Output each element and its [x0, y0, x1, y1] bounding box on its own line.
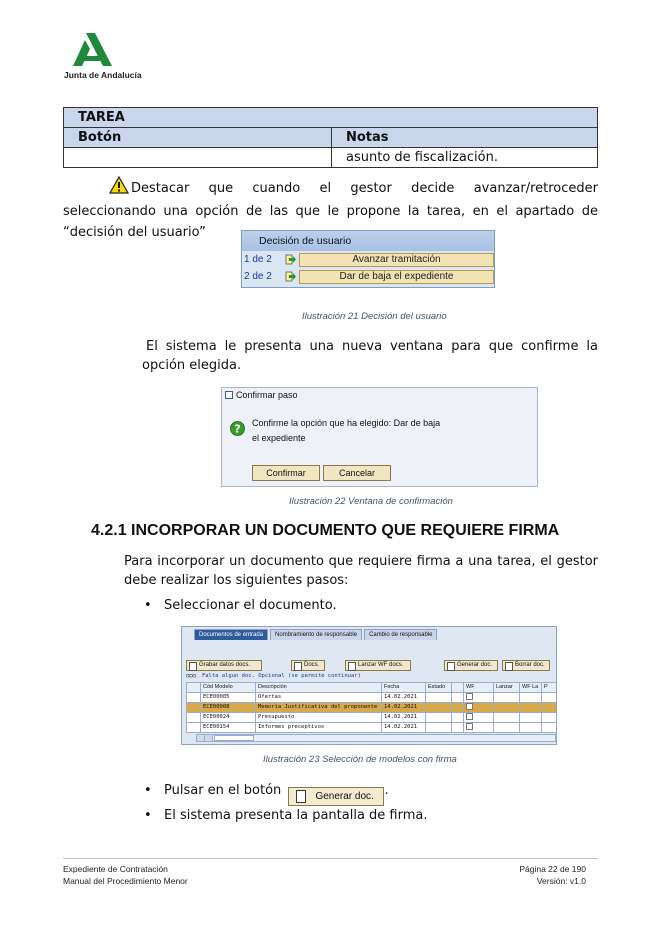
cell-status — [426, 692, 452, 702]
scroll-right-icon[interactable] — [205, 735, 213, 741]
bullet-text: El sistema presenta la pantalla de firma. — [164, 808, 428, 823]
cancelar-button[interactable]: Cancelar — [323, 465, 391, 481]
section-intro: Para incorporar un documento que requiere firma a una tarea, el gestor debe realizar los siguientes pasos: — [124, 554, 598, 588]
scroll-left-icon[interactable] — [197, 735, 205, 741]
cell-p — [542, 702, 558, 712]
wf-checkbox[interactable] — [464, 692, 494, 702]
column-header[interactable]: Descripción — [256, 683, 382, 693]
bullet-item — [144, 597, 337, 615]
wf-checkbox[interactable] — [464, 722, 494, 732]
cell-wfla — [520, 702, 542, 712]
table-cell-notes: asunto de fiscalización. — [332, 148, 598, 168]
dialog-title: Confirmar paso — [236, 390, 298, 400]
cell-description: Memoria Justificativa del proponente — [256, 702, 382, 712]
logo-text: Junta de Andalucía — [64, 70, 142, 80]
cell-lanzar — [494, 692, 520, 702]
bullet-end: . — [384, 783, 389, 798]
bullet-text: Seleccionar el documento. — [164, 598, 337, 613]
warning-icon — [109, 176, 129, 201]
window-icon — [225, 391, 233, 399]
row-number: 2 de 2 — [244, 271, 272, 282]
bullet-dot: • — [144, 598, 152, 613]
scroll-thumb[interactable] — [214, 735, 254, 741]
column-header[interactable]: WF — [464, 683, 494, 693]
cell-code: ECE00024 — [201, 712, 256, 722]
row-selector[interactable] — [187, 722, 201, 732]
decision-row[interactable] — [242, 252, 494, 268]
cell-date: 14.02.2021 — [382, 702, 426, 712]
cell-empty — [452, 702, 464, 712]
status-lights-icon: ○○○ — [186, 673, 196, 679]
table-title: TAREA — [64, 108, 598, 128]
cell-empty — [452, 712, 464, 722]
avanzar-tramitacion-button[interactable]: Avanzar tramitación — [299, 253, 494, 267]
warning-text: Destacar que cuando el gestor decide avanzar/retroceder seleccionando una opción de las que le propone la tarea, en el apartado de “decisión del usuario” — [63, 181, 598, 240]
tab-documentos-entrada[interactable]: Documentos de entrada — [194, 629, 268, 640]
cell-date: 14.02.2021 — [382, 692, 426, 702]
confirmar-paso-dialog — [221, 387, 538, 487]
footer-doc-subtitle: Manual del Procedimiento Menor — [63, 876, 188, 886]
tab-cambio-responsable[interactable]: Cambio de responsable — [364, 629, 437, 640]
wf-checkbox[interactable] — [464, 702, 494, 712]
page-number: Página 22 de 190 — [519, 864, 586, 874]
figure-caption: Ilustración 23 Selección de modelos con firma — [263, 754, 457, 765]
grabar-datos-button[interactable]: Grabar datos docs. — [186, 660, 262, 671]
info-message — [186, 673, 361, 679]
bullet-item — [144, 807, 428, 825]
cell-description: Ofertas — [256, 692, 382, 702]
cell-wfla — [520, 692, 542, 702]
arrow-forward-icon — [285, 254, 296, 268]
cell-p — [542, 692, 558, 702]
message-line: Confirme la opción que ha elegido: Dar de baja — [252, 418, 441, 428]
row-selector[interactable] — [187, 692, 201, 702]
column-header[interactable]: Fecha — [382, 683, 426, 693]
cell-code: ECE00154 — [201, 722, 256, 732]
cell-empty — [452, 692, 464, 702]
question-icon — [230, 421, 245, 438]
cell-description: Presupuesto — [256, 712, 382, 722]
row-number: 1 de 2 — [244, 254, 272, 265]
tab-nombramiento-responsable[interactable]: Nombramiento de responsable — [270, 629, 362, 640]
column-header[interactable]: P — [542, 683, 558, 693]
cell-lanzar — [494, 722, 520, 732]
decision-row[interactable] — [242, 269, 494, 285]
footer-right — [480, 863, 586, 887]
svg-text:?: ? — [234, 422, 241, 436]
version: Versión: v1.0 — [536, 876, 586, 886]
bullet-item — [144, 782, 389, 806]
button-label: Generar doc. — [315, 791, 374, 802]
generar-doc-inline-button — [288, 787, 384, 806]
footer-left — [63, 863, 188, 887]
cell-empty — [452, 722, 464, 732]
footer-divider — [63, 858, 598, 859]
cell-p — [542, 712, 558, 722]
docs-button[interactable]: Docs. — [291, 660, 325, 671]
tarea-table — [63, 107, 598, 168]
cell-description: Informes preceptivos — [256, 722, 382, 732]
section-heading: 4.2.1 INCORPORAR UN DOCUMENTO QUE REQUIERE FIRMA — [91, 522, 560, 539]
column-header — [452, 683, 464, 693]
cell-wfla — [520, 712, 542, 722]
junta-andalucia-logo — [64, 30, 154, 80]
row-selector[interactable] — [187, 702, 201, 712]
table-header-row — [187, 683, 558, 693]
bullet-text: Pulsar en el botón — [164, 783, 282, 798]
confirmar-button[interactable]: Confirmar — [252, 465, 320, 481]
table-row[interactable] — [187, 692, 558, 702]
message-line: el expediente — [252, 433, 306, 443]
cell-date: 14.02.2021 — [382, 722, 426, 732]
table-row[interactable] — [187, 712, 558, 722]
generar-doc-button[interactable]: Generar doc. — [444, 660, 498, 671]
selector-header — [187, 683, 201, 693]
cell-wfla — [520, 722, 542, 732]
table-row-selected[interactable] — [187, 702, 558, 712]
lanzar-wf-button[interactable]: Lanzar WF docs. — [345, 660, 411, 671]
info-text: Falta algun doc. Opcional (se permite continuar) — [201, 673, 361, 679]
logo-a-icon — [64, 30, 154, 70]
documents-table — [186, 682, 557, 733]
column-header[interactable]: Cód Modelo — [201, 683, 256, 693]
cell-date: 14.02.2021 — [382, 712, 426, 722]
table-header-boton: Botón — [64, 128, 332, 148]
table-header-notas: Notas — [332, 128, 598, 148]
dar-de-baja-button[interactable]: Dar de baja el expediente — [299, 270, 494, 284]
footer-doc-title: Expediente de Contratación — [63, 864, 168, 874]
bullet-dot: • — [144, 808, 152, 823]
cell-code: ECE00008 — [201, 702, 256, 712]
bullet-dot: • — [144, 783, 152, 798]
horizontal-scrollbar[interactable] — [196, 734, 556, 742]
row-selector[interactable] — [187, 712, 201, 722]
figure-caption: Ilustración 22 Ventana de confirmación — [289, 496, 453, 507]
cell-code: ECE00005 — [201, 692, 256, 702]
cell-status — [426, 702, 452, 712]
cell-p — [542, 722, 558, 732]
dialog-message — [252, 416, 440, 446]
wf-checkbox[interactable] — [464, 712, 494, 722]
tab-strip — [194, 629, 439, 640]
cell-lanzar — [494, 712, 520, 722]
paragraph: El sistema le presenta una nueva ventana para que confirme la opción elegida. — [142, 339, 598, 373]
panel-title: Decisión de usuario — [242, 231, 494, 251]
decision-usuario-panel — [241, 230, 495, 288]
toolbar — [186, 660, 554, 672]
column-header[interactable]: WF La — [520, 683, 542, 693]
figure-caption: Ilustración 21 Decisión del usuario — [302, 311, 447, 322]
arrow-forward-icon — [285, 271, 296, 285]
dialog-title-bar — [222, 388, 537, 402]
table-cell-empty — [64, 148, 332, 168]
sap-documents-panel — [181, 626, 557, 745]
document-icon — [296, 790, 306, 803]
cell-status — [426, 722, 452, 732]
borrar-doc-button[interactable]: Borrar doc. — [502, 660, 550, 671]
table-row[interactable] — [187, 722, 558, 732]
cell-status — [426, 712, 452, 722]
column-header[interactable]: Estado — [426, 683, 452, 693]
cell-lanzar — [494, 702, 520, 712]
column-header[interactable]: Lanzar — [494, 683, 520, 693]
